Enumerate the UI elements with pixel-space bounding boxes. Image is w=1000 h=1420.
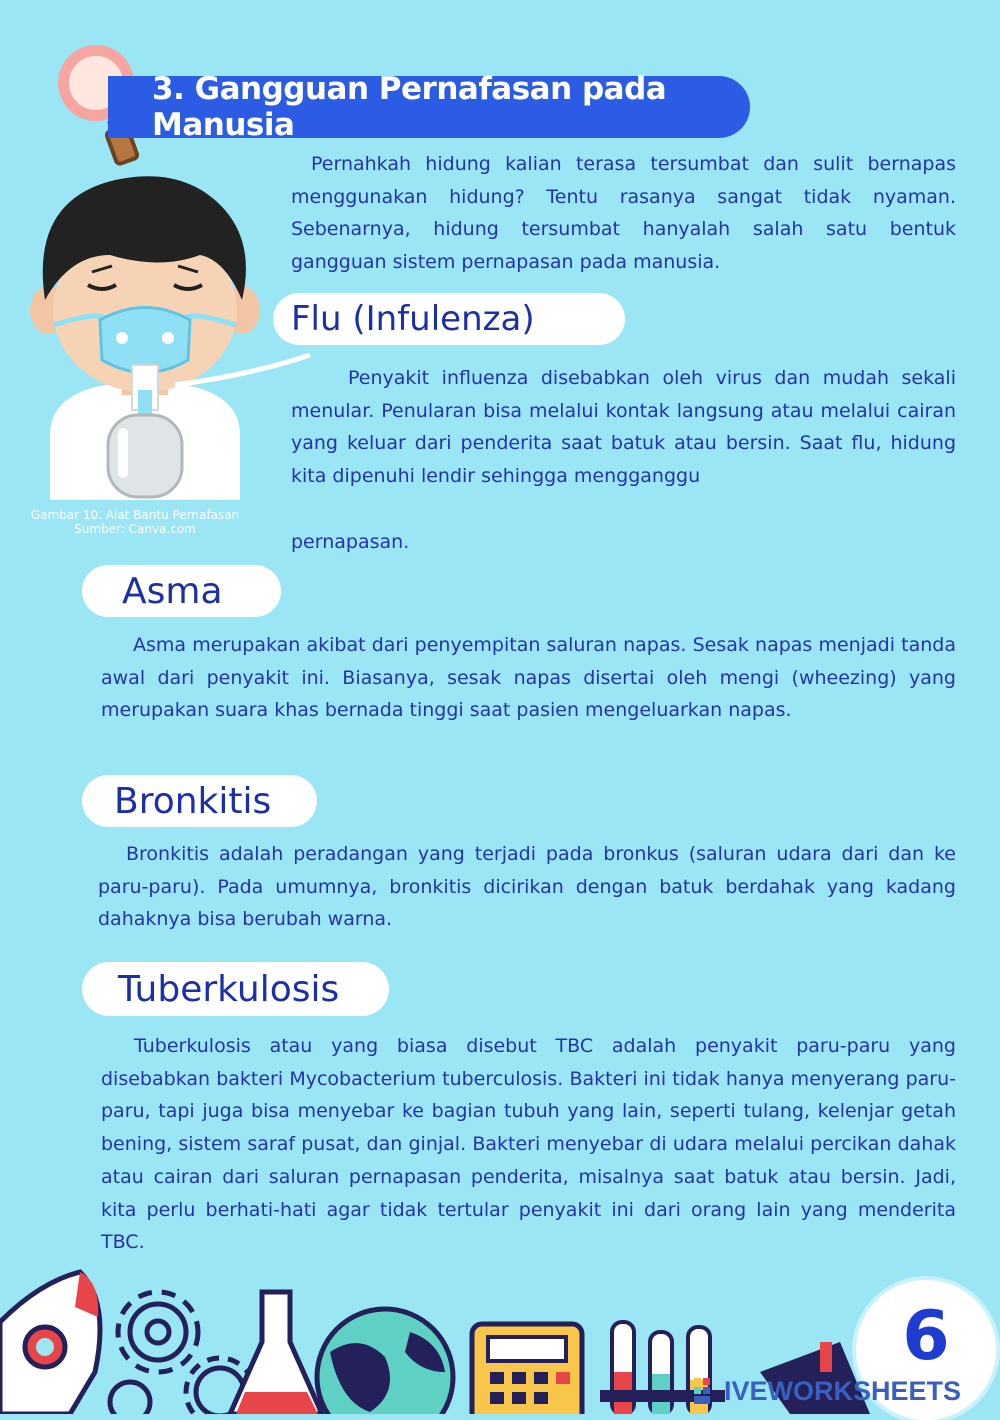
liveworksheets-logo[interactable] [694,1374,961,1408]
gears-icon [110,1292,254,1414]
heading-tuberkulosis [82,962,389,1016]
watermark-text: IVEWORKSHEETS [724,1375,962,1406]
bronkitis-paragraph: Bronkitis adalah peradangan yang terjadi pada bronkus (saluran udara dari dan ke paru-paru). Pada umumnya, bronkitis dicirikan dengan batuk berdahak yang kadang dahaknya bisa berubah warna. [98,843,956,931]
heading-asma-text: Asma [122,570,223,612]
flu-body-last: pernapasan. [291,531,410,553]
heading-bronkitis-text: Bronkitis [114,780,272,822]
figure-caption [14,508,256,536]
flask-icon [230,1292,322,1414]
globe-icon [317,1309,453,1414]
liveworksheets-logo-icon [694,1376,720,1406]
asma-paragraph: Asma merupakan akibat dari penyempitan saluran napas. Sesak napas menjadi tanda awal dari penyakit ini. Biasanya, sesak napas disertai oleh mengi (wheezing) yang merupakan suara khas bernada tinggi saat pasien mengeluarkan napas. [101,634,956,722]
heading-bronkitis [82,775,317,827]
figure-caption-source: Sumber: Canva.com [74,522,196,536]
heading-tuberkulosis-text: Tuberkulosis [118,968,340,1010]
heading-flu [273,293,625,345]
tbc-paragraph: Tuberkulosis atau yang biasa disebut TBC adalah penyakit paru-paru yang disebabkan bakteri Mycobacterium tuberculosis. Bakteri ini tidak hanya menyerang paru-paru, tapi juga bisa menyebar ke bagian tubuh yang lain, seperti tulang, kelenjar getah bening, sistem saraf pusat, dan ginjal. Bakteri menyebar di udara melalui percikan dahak atau cairan dari saluran pernapasan penderita, misalnya saat batuk atau bersin. Jadi, kita perlu berhati-hati agar tidak tertular penyakit ini dari orang lain yang menderita TBC. [101,1035,956,1254]
page-number: 6 [902,1297,950,1376]
flu-body: Penyakit influenza disebabkan oleh virus dan mudah sekali menular. Penularan bisa melalui kontak langsung atau melalui cairan yang keluar dari penderita saat batuk atau bersin. Saat flu, hidung kita dipenuhi lendir sehingga mengganggu [291,367,956,488]
boy-oxygen-mask-illustration [10,160,320,505]
heading-asma [82,565,281,617]
calculator-icon [472,1324,582,1414]
page-title: 3. Gangguan Pernafasan pada Manusia [108,76,750,138]
intro-paragraph: Pernahkah hidung kalian terasa tersumbat dan sulit bernapas menggunakan hidung? Tentu rasanya sangat tidak nyaman. Sebenarnya, hidung tersumbat hanyalah salah satu bentuk gangguan sistem pernapasan pada manusia. [291,153,956,274]
heading-flu-text: Flu (Infulenza) [291,299,535,339]
figure-caption-title: Gambar 10. Alat Bantu Pernafasan [30,508,240,522]
rocket-icon [0,1272,100,1414]
